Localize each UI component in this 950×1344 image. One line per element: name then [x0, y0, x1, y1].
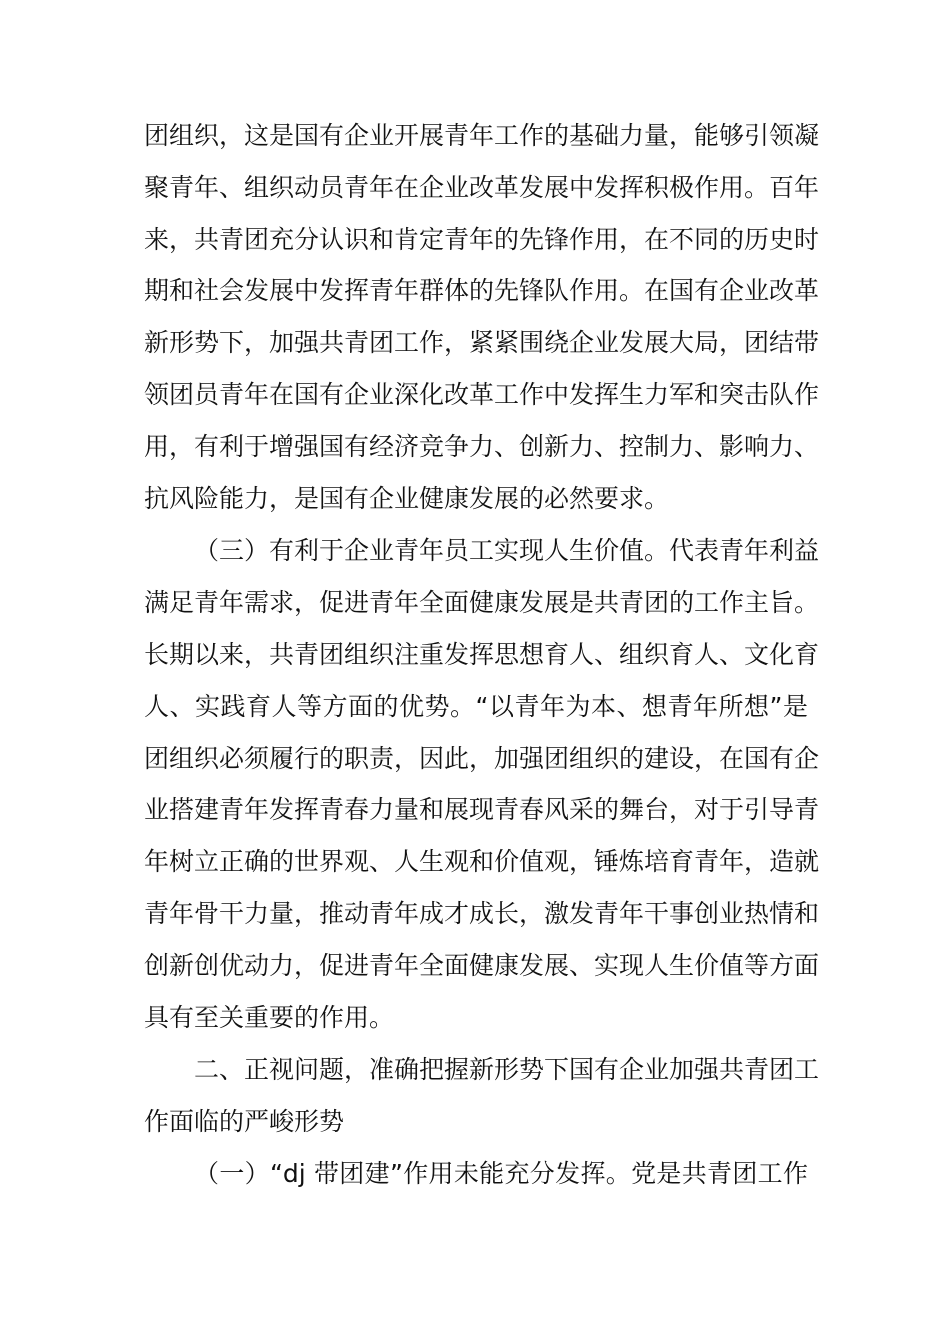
- paragraph-line: 创新创优动力，促进青年全面健康发展、实现人生价值等方面: [144, 951, 820, 980]
- paragraph-line: 团组织，这是国有企业开展青年工作的基础力量，能够引领凝: [144, 121, 820, 150]
- paragraph-line: 新形势下，加强共青团工作，紧紧围绕企业发展大局，团结带: [144, 328, 820, 357]
- paragraph-line: 人、实践育人等方面的优势。“以青年为本、想青年所想”是: [144, 692, 808, 721]
- paragraph-line: 长期以来，共青团组织注重发挥思想育人、组织育人、文化育: [144, 640, 820, 669]
- paragraph-line: 聚青年、组织动员青年在企业改革发展中发挥积极作用。百年: [144, 173, 820, 202]
- paragraph-line: 年树立正确的世界观、人生观和价值观，锤炼培育青年，造就: [144, 847, 820, 876]
- section-heading-line: （三）有利于企业青年员工实现人生价值。代表青年利益: [194, 536, 820, 565]
- paragraph-line: 抗风险能力，是国有企业健康发展的必然要求。: [144, 484, 670, 513]
- paragraph-line: 领团员青年在国有企业深化改革工作中发挥生力军和突击队作: [144, 380, 820, 409]
- chapter-heading-line: 作面临的严峻形势: [144, 1107, 345, 1136]
- paragraph-line: 业搭建青年发挥青春力量和展现青春风采的舞台，对于引导青: [144, 795, 820, 824]
- paragraph-line: 青年骨干力量，推动青年成才成长，激发青年干事创业热情和: [144, 899, 820, 928]
- chapter-heading-line: 二、正视问题，准确把握新形势下国有企业加强共青团工: [194, 1055, 820, 1084]
- paragraph-line: 满足青年需求，促进青年全面健康发展是共青团的工作主旨。: [144, 588, 820, 617]
- paragraph-line: 来，共青团充分认识和肯定青年的先锋作用，在不同的历史时: [144, 225, 820, 254]
- paragraph-line: 期和社会发展中发挥青年群体的先锋队作用。在国有企业改革: [144, 276, 820, 305]
- section-heading-line: （一）“dj 带团建”作用未能充分发挥。党是共青团工作: [194, 1159, 808, 1188]
- paragraph-line: 具有至关重要的作用。: [144, 1003, 395, 1032]
- paragraph-line: 用，有利于增强国有经济竞争力、创新力、控制力、影响力、: [144, 432, 820, 461]
- paragraph-line: 团组织必须履行的职责，因此，加强团组织的建设，在国有企: [144, 744, 820, 773]
